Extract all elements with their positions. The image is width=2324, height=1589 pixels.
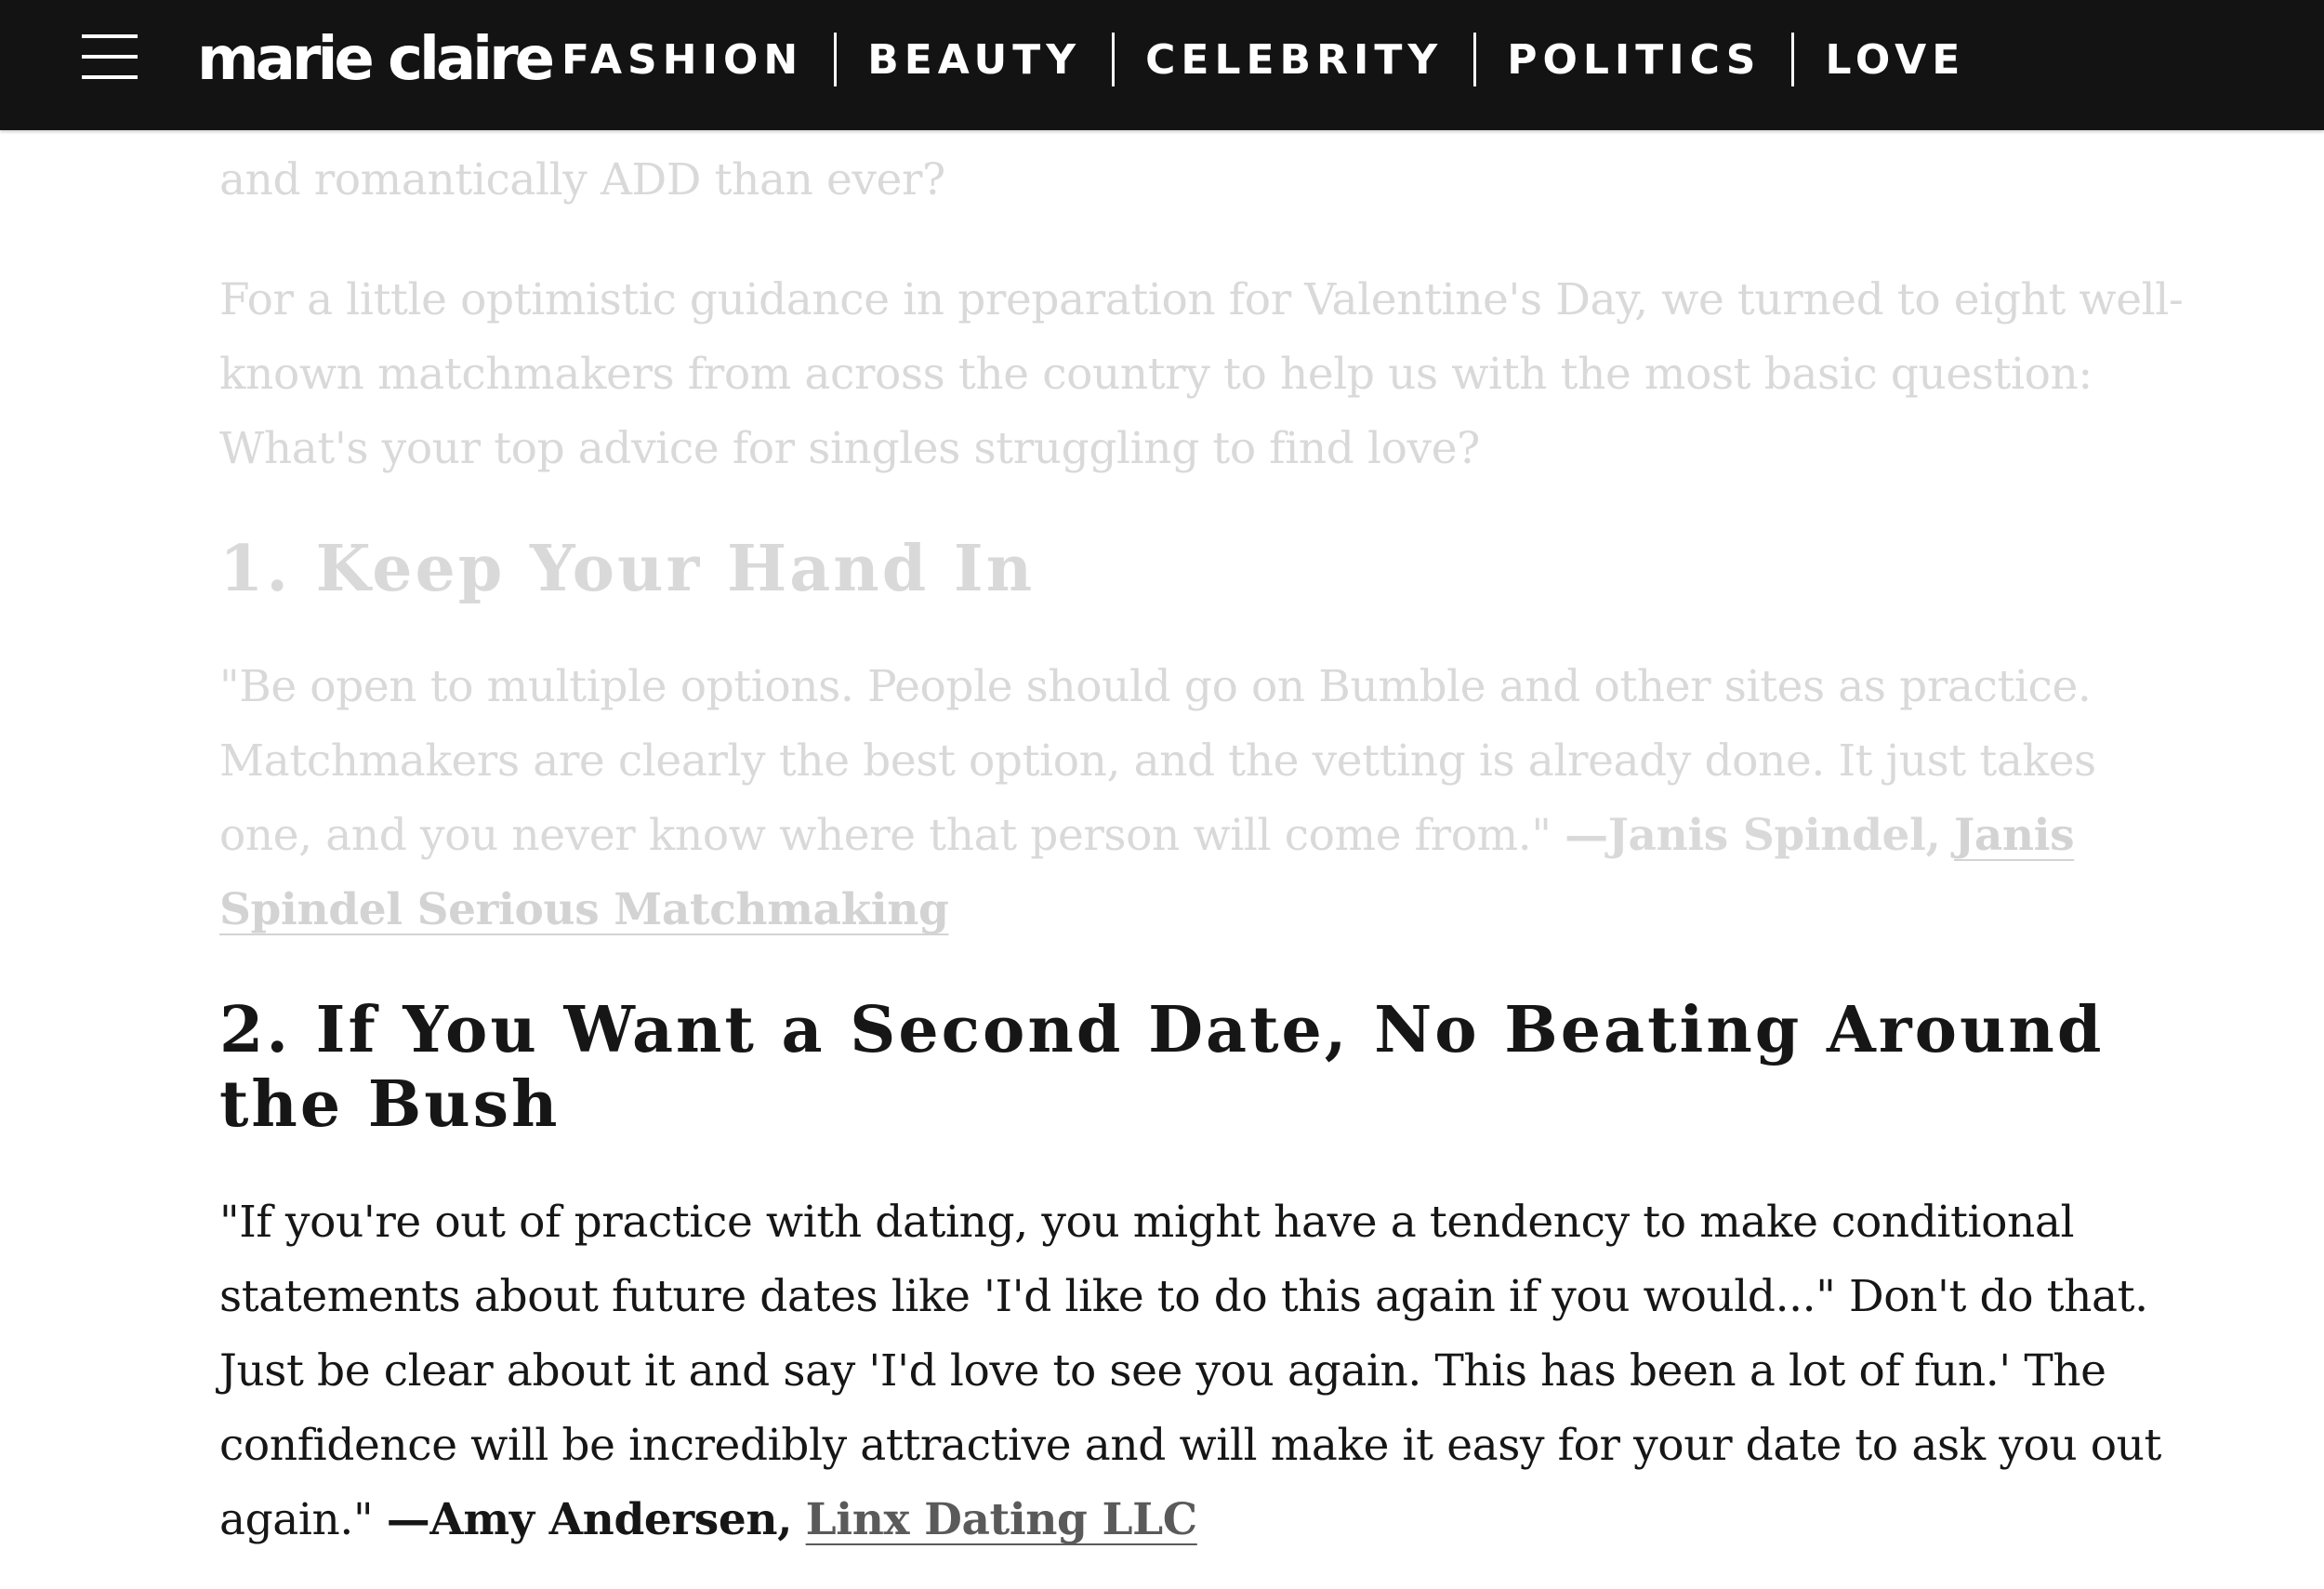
source-link[interactable]: Janis Spindel Serious Matchmaking [219, 810, 2075, 935]
quote-author: —Amy Andersen, [386, 1494, 793, 1545]
section-heading-2: 2. If You Want a Second Date, No Beating Around the Bush [219, 993, 2105, 1142]
menu-icon[interactable] [82, 31, 138, 83]
intro-paragraph: For a little optimistic guidance in preparation for Valentine's Day, we turned to eight well-known matchmakers from across the country to help us with the most basic question: What's your top advice for singles struggling to find love? [219, 274, 2184, 474]
section-quote-2 [219, 1185, 2199, 1557]
main-nav [561, 0, 1965, 119]
nav-divider [1791, 33, 1794, 86]
nav-item-fashion[interactable]: FASHION [561, 35, 804, 84]
source-link[interactable]: Linx Dating LLC [805, 1494, 1197, 1545]
quote-text: "If you're out of practice with dating, you might have a tendency to make conditional statements about future dates like 'I'd like to do this again if you would..." Don't do that. Just be clear about it and say 'I'd love to see you again. This has been a lot of fun.' The confidence will be incredibly attractive and will make it easy for your date to ask you out again." [219, 1197, 2162, 1545]
nav-item-politics[interactable]: POLITICS [1507, 35, 1762, 84]
nav-divider [1473, 33, 1476, 86]
nav-item-celebrity[interactable]: CELEBRITY [1145, 35, 1444, 84]
nav-divider [834, 33, 837, 86]
intro-paragraph-tail: and romantically ADD than ever? [219, 154, 945, 205]
nav-item-beauty[interactable]: BEAUTY [867, 35, 1082, 84]
nav-divider [1112, 33, 1115, 86]
section-heading-1: 1. Keep Your Hand In [219, 532, 1036, 606]
nav-item-love[interactable]: LOVE [1825, 35, 1966, 84]
site-logo[interactable]: marie claire [197, 25, 552, 94]
top-nav-bar [0, 0, 2324, 130]
quote-author: —Janis Spindel, [1565, 810, 1941, 861]
section-quote-1 [219, 650, 2199, 947]
quote-text: "Be open to multiple options. People should go on Bumble and other sites as practice. Matchmakers are clearly the best option, and the vetting is already done. It just takes one, and you never know where that person will come from." [219, 661, 2096, 861]
